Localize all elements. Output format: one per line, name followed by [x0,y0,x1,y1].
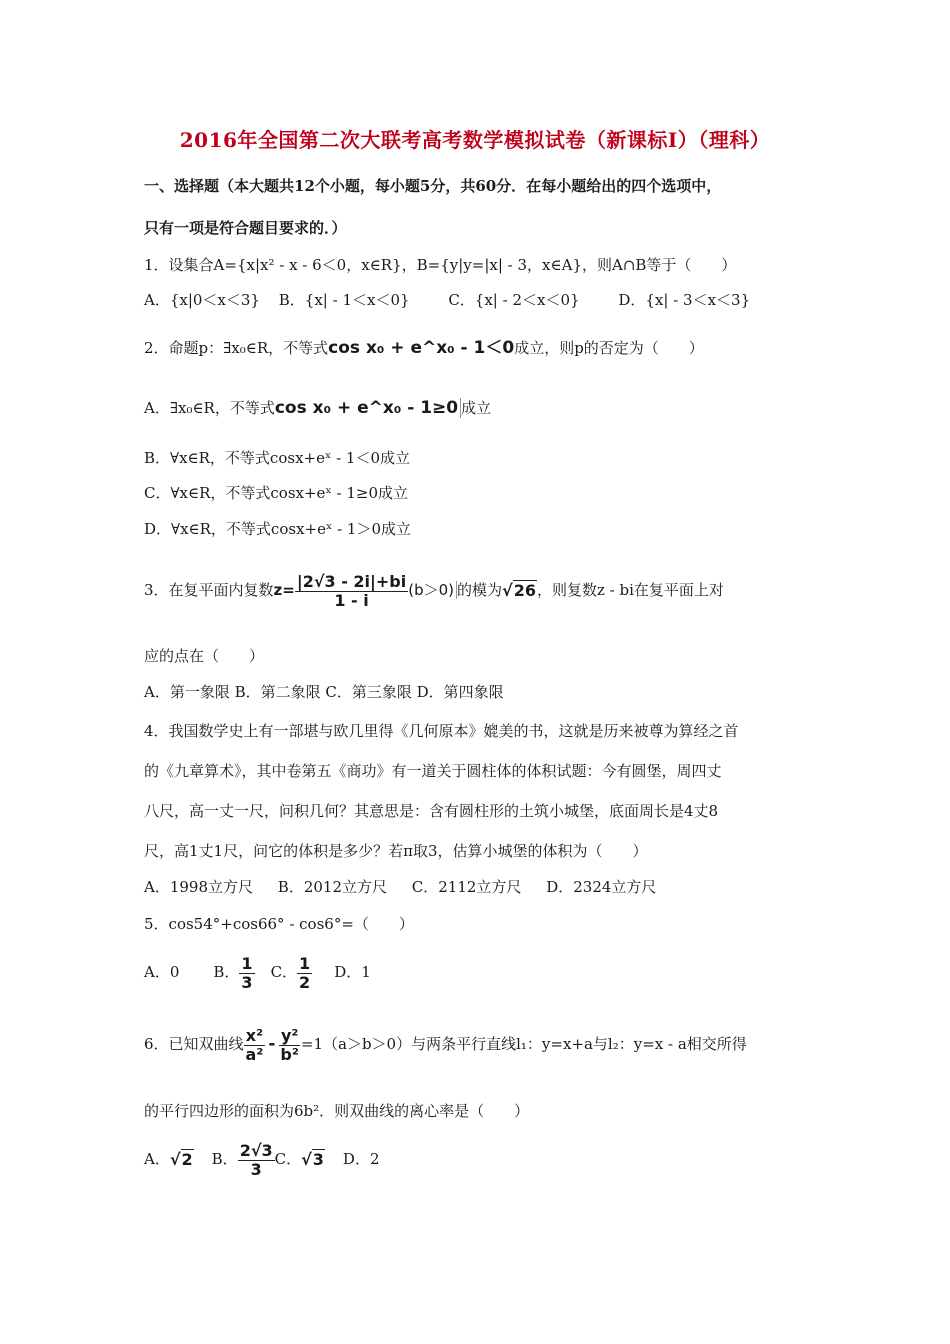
q6-stem [144,1016,747,1072]
q4-line2: 的《九章算术》，其中卷第五《商功》有一道关于圆柱体的体积试题：今有圆堡，周四丈 [144,762,722,780]
q5-option-c-num: 1 [299,953,311,973]
q4-line4: 尺，高1丈1尺，问它的体积是多少？若π取3，估算小城堡的体积为（ ） [144,842,648,860]
q3-stem-pre: 3．在复平面内复数 [144,581,274,599]
q2-option-a-post: 成立 [461,399,492,417]
section-heading-line2: 只有一项是符合题目要求的．） [144,219,347,237]
q4-line1: 4．我国数学史上有一部堪与欧几里得《几何原本》媲美的书，这就是历来被尊为算经之首 [144,722,739,740]
q6-option-a-sqrt: √2 [169,1150,193,1169]
q1-option-b: B．{x| - 1＜x＜0} [278,291,410,309]
q6-option-a: A． [144,1150,170,1168]
q4-option-a: A．1998立方尺 [144,878,254,896]
q3-options: A．第一象限 B．第二象限 C．第三象限 D．第四象限 [144,683,504,701]
q1-option-d: D．{x| - 3＜x＜3} [618,291,751,309]
q3-z: z= [273,581,295,599]
q2-stem-post: 成立，则p的否定为（ ） [514,339,704,357]
q3-condition: (b＞0) [408,581,457,599]
q5-option-d: D．1 [334,963,371,981]
q2-option-b: B．∀x∈R，不等式cosx+eˣ - 1＜0成立 [144,449,411,467]
q5-option-c-fraction [297,955,312,992]
q6-stem-pre: 6．已知双曲线 [144,1035,244,1053]
q2-option-c: C．∀x∈R，不等式cosx+eˣ - 1≥0成立 [144,484,409,502]
q4-option-d: D．2324立方尺 [546,878,657,896]
q6-minus: - [268,1034,276,1054]
q5-option-b-fraction [239,955,254,992]
q6-option-a-radicand: 2 [181,1150,193,1169]
q6-fraction-x [244,1027,266,1064]
q2-stem-pre: 2．命题p：∃x₀∈R，不等式 [144,339,329,357]
q6-option-d: D．2 [342,1150,380,1168]
q3-fraction [295,573,408,610]
q4-line3: 八尺，高一丈一尺，问积几何？其意思是：含有圆柱形的土筑小城堡，底面周长是4丈8 [144,802,719,820]
q6-option-c-radicand: 3 [312,1150,324,1169]
q6-fraction-y-den: b² [280,1044,299,1064]
q1-option-a: A．{x|0＜x＜3} [144,291,260,309]
exam-title: 2016年全国第二次大联考高考数学模拟试卷（新课标Ⅰ）（理科） [179,128,771,152]
q6-option-b-fraction [238,1142,275,1179]
q6-fraction-y [278,1027,300,1064]
q5-stem: 5．cos54°+cos66° - cos6°=（ ） [144,915,414,933]
q3-stem-mid: 的模为 [457,581,503,599]
q1-options [144,290,764,310]
q5-options [144,950,371,994]
q6-option-b-den: 3 [250,1159,262,1179]
q3-denominator: 1 - i [334,590,369,610]
q5-option-a: A．0 [144,963,180,981]
q6-stem-post: =1（a＞b＞0）与两条平行直线l₁：y=x+a与l₂：y=x - a相交所得 [300,1035,747,1053]
q2-stem [144,338,704,358]
q6-fraction-x-num: x² [245,1025,264,1045]
q5-option-c-den: 2 [299,972,311,992]
q6-option-c: C． [274,1150,302,1168]
q2-option-d: D．∀x∈R，不等式cosx+eˣ - 1＞0成立 [144,520,412,538]
q2-option-a [144,398,491,418]
q6-stem-line2: 的平行四边形的面积为6b²．则双曲线的离心率是（ ） [144,1102,530,1120]
q2-option-a-pre: A．∃x₀∈R，不等式 [144,399,275,417]
q4-option-b: B．2012立方尺 [277,878,387,896]
q6-option-c-sqrt: √3 [301,1150,324,1169]
q3-stem-line2: 应的点在（ ） [144,647,265,665]
q6-option-b-num: 2√3 [239,1140,273,1160]
q1-option-c: C．{x| - 2＜x＜0} [448,291,580,309]
q6-fraction-x-den: a² [245,1044,264,1064]
q4-option-c: C．2112立方尺 [411,878,522,896]
q3-stem-post: ，则复数z - bi在复平面上对 [536,581,724,599]
section-heading-line1: 一、选择题（本大题共12个小题，每小题5分，共60分．在每小题给出的四个选项中， [144,177,722,195]
q3-modulus: 26 [513,581,536,600]
q5-option-b-den: 3 [241,972,253,992]
q3-modulus-sqrt: √26 [502,581,536,600]
q2-inequality: cos x₀ + e^x₀ - 1＜0 [328,338,515,358]
q5-option-b: B． [213,963,240,981]
q3-stem [144,566,724,615]
q1-stem: 1．设集合A={x|x² - x - 6＜0，x∈R}，B={y|y=|x| - 3，x∈A}，则A∩B等于（ ） [144,256,737,274]
q3-numerator: |2√3 - 2i|+bi [296,571,407,591]
q5-option-b-num: 1 [241,953,253,973]
q6-fraction-y-num: y² [280,1025,299,1045]
q2-option-a-inequality: cos x₀ + e^x₀ - 1≥0 [275,398,461,418]
q6-options [144,1134,380,1185]
q5-option-c: C． [270,963,298,981]
q6-option-b: B． [211,1150,238,1168]
q4-options [144,877,670,897]
